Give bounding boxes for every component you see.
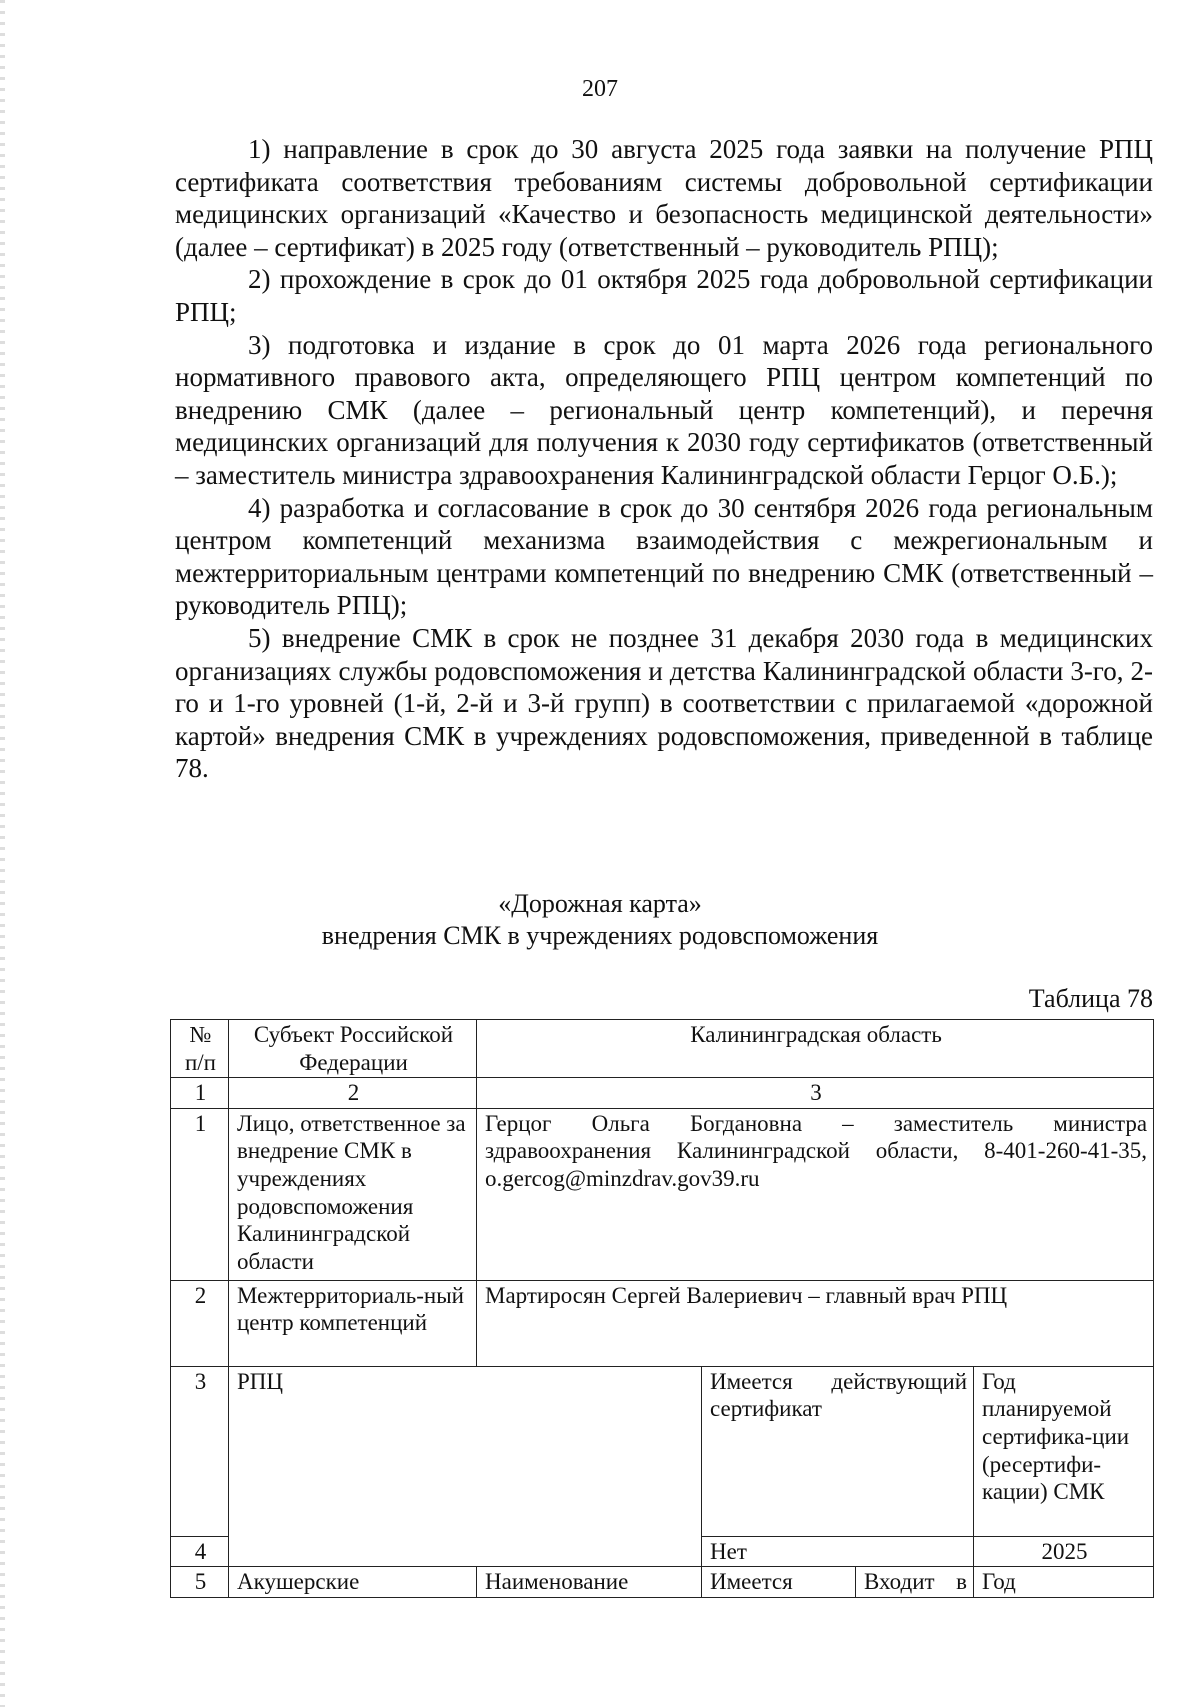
table-row xyxy=(171,1366,1154,1536)
paragraph-1: 1) направление в срок до 30 августа 2025 года заявки на получение РПЦ сертификата соответствия требованиям системы добровольной сертификации медицинских организаций «Качество и безопасность медицинской деятельности» (далее – сертификат) в 2025 году (ответственный – руководитель РПЦ); xyxy=(175,134,1153,262)
paragraph-2: 2) прохождение в срок до 01 октября 2025 года добровольной сертификации РПЦ; xyxy=(175,264,1153,327)
row-3-num: 3 xyxy=(171,1366,229,1536)
row-5-label: Акушерские xyxy=(229,1567,477,1598)
page-number: 207 xyxy=(582,76,618,102)
header-region: Калининградская область xyxy=(477,1020,1154,1078)
row-5-year: Год xyxy=(974,1567,1154,1598)
row-2-label: Межтерриториаль-ный центр компетенций xyxy=(229,1280,477,1366)
body-text xyxy=(175,133,1153,785)
table-caption: Таблица 78 xyxy=(1028,984,1153,1013)
paragraph-5: 5) внедрение СМК в срок не позднее 31 декабря 2030 года в медицинских организациях службы родовспоможения и детства Калининградской области 3-го, 2-го и 1-го уровней (1-й, 2-й и 3-й групп) в соответствии с прилагаемой «дорожной картой» внедрения СМК в учреждениях родовспоможения, приведенной в таблице 78. xyxy=(175,622,1153,784)
row-5-part-a: Входит xyxy=(864,1569,935,1595)
row-2-num: 2 xyxy=(171,1280,229,1366)
table-row xyxy=(171,1108,1154,1280)
row-5-num: 5 xyxy=(171,1567,229,1598)
row-1-value: Герцог Ольга Богдановна – заместитель министра здравоохранения Калининградской области, 8-401-260-41-35, o.gercog@minzdrav.gov39.ru xyxy=(477,1108,1154,1280)
header-subject: Субъект Российской Федерации xyxy=(229,1020,477,1078)
table-header-row xyxy=(171,1020,1154,1078)
col-number-2: 2 xyxy=(229,1078,477,1109)
paragraph-3: 3) подготовка и издание в срок до 01 марта 2026 года регионального нормативного правового акта, определяющего РПЦ центром компетенций по внедрению СМК (далее – региональный центр компетенций), и перечня медицинских организаций для получения к 2030 году сертификатов (ответственный – заместитель министра здравоохранения Калининградской области Герцог О.Б.); xyxy=(175,329,1153,490)
heading-line-2: внедрения СМК в учреждениях родовспоможения xyxy=(321,921,879,950)
heading-line-1: «Дорожная карта» xyxy=(498,889,702,918)
table-row xyxy=(171,1567,1154,1598)
row-4-cert: Нет xyxy=(702,1536,974,1567)
row-5-part-wrap xyxy=(864,1568,967,1596)
row-5-name: Наименование xyxy=(477,1567,702,1598)
column-number-row xyxy=(171,1078,1154,1109)
row-4-num: 4 xyxy=(171,1536,229,1567)
row-2-value: Мартиросян Сергей Валериевич – главный врач РПЦ xyxy=(477,1280,1154,1366)
row-5-has: Имеется xyxy=(702,1567,856,1598)
row-3-year-header: Год планируемой сертифика-ции (ресертифи-кации) СМК xyxy=(974,1366,1154,1536)
row-5-part xyxy=(856,1567,974,1598)
row-3-cert-header: Имеется действующий сертификат xyxy=(702,1366,974,1536)
header-num: № п/п xyxy=(171,1020,229,1078)
table-row xyxy=(171,1280,1154,1366)
row-1-num: 1 xyxy=(171,1108,229,1280)
roadmap-table xyxy=(170,1019,1154,1598)
row-4-year: 2025 xyxy=(974,1536,1154,1567)
row-3-label: РПЦ xyxy=(229,1366,702,1567)
row-5-part-b: в xyxy=(956,1569,967,1595)
col-number-3: 3 xyxy=(477,1078,1154,1109)
col-number-1: 1 xyxy=(171,1078,229,1109)
paragraph-4: 4) разработка и согласование в срок до 30 сентября 2026 года региональным центром компетенций механизма взаимодействия с межрегиональным и межтерриториальным центрами компетенций по внедрению СМК (ответственный – руководитель РПЦ); xyxy=(175,492,1153,621)
row-1-label: Лицо, ответственное за внедрение СМК в учреждениях родовспоможения Калининградской области xyxy=(229,1108,477,1280)
section-heading xyxy=(0,888,1200,952)
scan-edge xyxy=(0,0,5,1707)
